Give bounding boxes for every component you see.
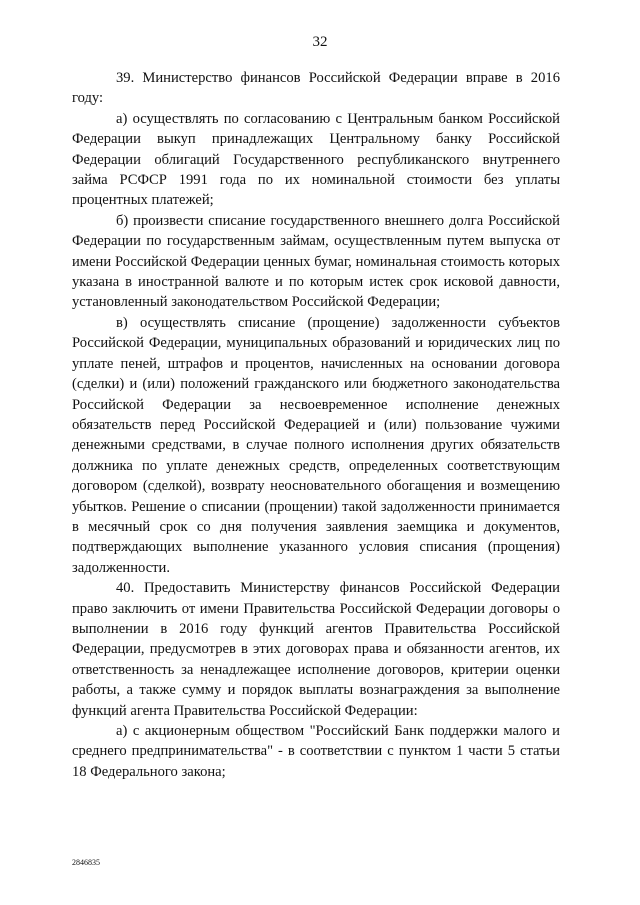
paragraph-39-a: а) осуществлять по согласованию с Центральным банком Российской Федерации выкуп принадлежащих Центральному банку Российской Федерации облигаций Государственного республиканского внутреннего займа РСФСР 1991 года по их номинальной стоимости без уплаты процентных платежей;	[72, 110, 560, 209]
page-number: 32	[312, 34, 328, 50]
paragraph-39: 39. Министерство финансов Российской Федерации вправе в 2016 году:	[72, 70, 560, 107]
paragraph-40-a: а) с акционерным обществом "Российский Банк поддержки малого и среднего предпринимательства" - в соответствии с пунктом 1 части 5 статьи 18 Федерального закона;	[72, 723, 560, 780]
paragraph-39-v: в) осуществлять списание (прощение) задолженности субъектов Российской Федерации, муниципальных образований и юридических лиц по уплате пеней, штрафов и процентов, начисленных на основании договора (сделки) и (или) положений гражданского или бюджетного законодательства Российской Федерации за несвоевременное исполнение денежных обязательств перед Российской Федерацией и (или) пользование чужими денежными средствами, в случае полного исполнения других обязательств должника по уплате денежных средств, определенных соответствующим договором (сделкой), возврату неосновательного обогащения и возмещению убытков. Решение о списании (прощении) такой задолженности принимается в месячный срок со дня получения заявления заемщика и документов, подтверждающих выполнение указанного условия списания (прощения) задолженности.	[72, 314, 560, 576]
footer-document-code: 2846835	[72, 858, 100, 867]
paragraph-40: 40. Предоставить Министерству финансов Российской Федерации право заключить от имени Правительства Российской Федерации договоры о выполнении в 2016 году функций агентов Правительства Российской Федерации, предусмотрев в этих договорах права и обязанности агентов, их ответственность за ненадлежащее исполнение договоров, критерии оценки работы, а также сумму и порядок выплаты вознаграждения за выполнение функций агента Правительства Российской Федерации:	[72, 580, 560, 719]
document-body	[72, 68, 560, 782]
paragraph-39-b: б) произвести списание государственного внешнего долга Российской Федерации по государственным займам, осуществленным путем выпуска от имени Российской Федерации ценных бумаг, номинальная стоимость которых указана в иностранной валюте и по которым истек срок исковой давности, установленный законодательством Российской Федерации;	[72, 212, 560, 311]
